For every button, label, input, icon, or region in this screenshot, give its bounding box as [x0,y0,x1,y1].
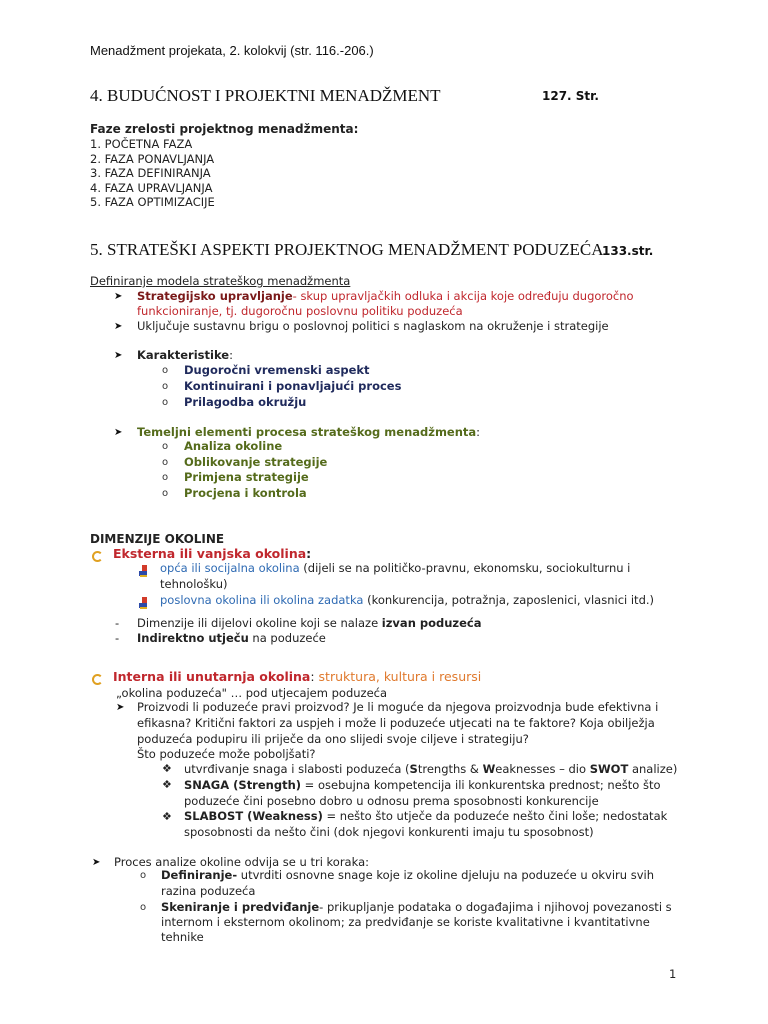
elements-heading [137,425,480,440]
section5-page-ref: 133.str. [602,244,654,258]
element-item: Procjena i kontrola [184,486,307,500]
strategy-term: Strategijsko upravljanje [137,289,293,303]
phase-item: 5. FAZA OPTIMIZACIJE [90,195,215,209]
dash2-bold: Indirektno utječu [137,631,249,645]
phases-subtitle: Faze zrelosti projektnog menadžmenta: [90,122,359,136]
document-header: Menadžment projekata, 2. kolokvij (str. 116.-206.) [90,43,374,58]
environment-heading: DIMENZIJE OKOLINE [90,532,225,546]
scanning-step [161,900,672,915]
arrow-bullet-icon: ➤ [116,702,125,713]
strategy-includes: Uključuje sustavnu brigu o poslovnoj politici s naglaskom na okruženje i strategije [137,319,609,333]
defining-desc-line1: utvrditi osnovne snage koje iz okoline djeluju na poduzeće u okviru svih [237,868,655,882]
swot-acronym: SWOT [589,762,629,776]
phase-item: 1. POČETNA FAZA [90,137,193,151]
phase-item: 3. FAZA DEFINIRANJA [90,166,211,180]
phase-item: 2. FAZA PONAVLJANJA [90,152,215,166]
swot-text: analize) [628,762,678,776]
question-line: Proizvodi li poduzeće pravi proizvod? Je li moguće da njegova proizvodnja bude efektivna i [137,700,659,714]
dash1-bold: izvan poduzeća [381,616,482,630]
external-title-text: Eksterna ili vanjska okolina [113,546,307,561]
circle-bullet-icon: o [162,441,169,452]
characteristic-item: Prilagodba okružju [184,395,307,409]
strategy-def-line1: - skup upravljačkih odluka i akcija koje određuju dugoročno [292,289,634,303]
business-term: poslovna okolina ili okolina zadatka [160,593,364,607]
external-environment-title [113,546,311,561]
section4-title: 4. BUDUĆNOST I PROJEKTNI MENADŽMENT [90,86,441,105]
dash-bullet: - [115,616,120,630]
defining-desc-line2: razina poduzeća [161,884,256,898]
elements-label: Temeljni elementi procesa strateškog menadžmenta [137,425,477,439]
internal-desc: struktura, kultura i resursi [318,669,482,684]
element-item: Primjena strategije [184,470,309,484]
swot-s: S [409,762,418,776]
internal-environment-title [113,669,481,684]
weakness-def-line1: = nešto što utječe da poduzeće nešto čini loše; nedostatak [322,809,668,823]
diamond-bullet-icon: ❖ [162,778,172,791]
scanning-term: Skeniranje i predviđanje [161,900,320,914]
diamond-bullet-icon: ❖ [162,762,172,775]
diamond-bullet-icon: ❖ [162,810,172,823]
definition-heading: Definiranje modela strateškog menadžmenta [90,274,351,288]
circle-bullet-icon: o [162,365,169,376]
process-intro: Proces analize okoline odvija se u tri koraka: [114,855,369,869]
circle-bullet-icon: o [162,488,169,499]
outside-company-line [137,616,482,631]
element-item: Analiza okoline [184,439,283,453]
arrow-bullet-icon: ➤ [114,350,123,361]
swot-text: trengths & [417,762,483,776]
characteristics-label: Karakteristike [137,348,230,362]
strength-def-line2: poduzeće čini posebno dobro u odnosu prema sposobnosti konkurencije [184,794,599,808]
characteristic-item: Kontinuirani i ponavljajući proces [184,379,402,393]
colon: : [229,348,233,362]
swot-text: utvrđivanje snaga i slabosti poduzeća ( [184,762,410,776]
general-desc-line1: (dijeli se na političko-pravnu, ekonomsku, sociokulturnu i [299,561,631,575]
dash2-text: na poduzeće [248,631,326,645]
colon: : [476,425,481,439]
strategy-definition [137,289,634,304]
characteristics-heading [137,348,233,363]
scanning-desc-line3: tehnike [161,930,204,944]
strength-line [184,778,661,793]
weakness-term: SLABOST (Weakness) [184,809,323,823]
flag-icon [139,562,149,581]
business-environment [160,593,654,608]
weakness-def-line2: sposobnosti da nešto čini (dok njegovi konkurenti imaju tu sposobnost) [184,825,594,839]
circle-bullet-icon: o [162,397,169,408]
circle-bullet-icon: o [140,870,147,881]
strength-def-line1: = osebujna kompetencija ili konkurentska prednost; nešto što [301,778,661,792]
defining-step [161,868,654,883]
swot-text: eaknesses – dio [495,762,590,776]
dash1-text: Dimenzije ili dijelovi okoline koji se nalaze [137,616,382,630]
arrow-bullet-icon: ➤ [92,857,101,868]
defining-term: Definiranje- [161,868,238,882]
question-line: Što poduzeće može poboljšati? [137,747,316,761]
internal-title-text: Interna ili unutarnja okolina [113,669,311,684]
question-line: poduzeća podupiru ili priječe da ono slijedi svoje ciljeve i strategiju? [137,732,529,746]
colon: : [310,669,319,684]
circle-bullet-icon: o [162,472,169,483]
dash-bullet: - [115,631,120,645]
circle-bullet-icon: o [162,457,169,468]
circle-bullet-icon: o [140,902,147,913]
arrow-bullet-icon: ➤ [114,291,123,302]
business-desc: (konkurencija, potražnja, zaposlenici, vlasnici itd.) [363,593,655,607]
arrow-bullet-icon: ➤ [114,321,123,332]
phase-item: 4. FAZA UPRAVLJANJA [90,181,213,195]
element-item: Oblikovanje strategije [184,455,328,469]
strength-term: SNAGA (Strength) [184,778,302,792]
section4-page-ref: 127. Str. [542,89,599,103]
strategy-def-line2: funkcioniranje, tj. dugoročnu poslovnu politiku poduzeća [137,304,463,318]
swot-w: W [482,762,496,776]
general-environment [160,561,630,576]
question-line: efikasna? Kritični faktori za uspjeh i može li poduzeće utjecati na te faktore? Koja obilježja [137,716,655,730]
section5-title: 5. STRATEŠKI ASPEKTI PROJEKTNOG MENADŽMENT PODUZEĆA [90,240,604,259]
general-term: opća ili socijalna okolina [160,561,300,575]
characteristic-item: Dugoročni vremenski aspekt [184,363,370,377]
weakness-line [184,809,667,824]
internal-quote: „okolina poduzeća" … pod utjecajem poduzeća [116,686,388,700]
swirl-arrow-icon [92,670,103,689]
indirect-influence-line [137,631,326,646]
scanning-desc-line1: - prikupljanje podataka o događajima i njihovoj povezanosti s [319,900,672,914]
swirl-arrow-icon [92,547,103,566]
general-desc-line2: tehnološku) [160,577,228,591]
colon: : [306,546,312,561]
page-number: 1 [669,967,677,981]
flag-icon [139,594,149,613]
arrow-bullet-icon: ➤ [114,427,123,438]
scanning-desc-line2: internom i eksternom okolinom; za predviđanje se koriste kvalitativne i kvantitativne [161,915,650,929]
circle-bullet-icon: o [162,381,169,392]
swot-line [184,762,677,777]
